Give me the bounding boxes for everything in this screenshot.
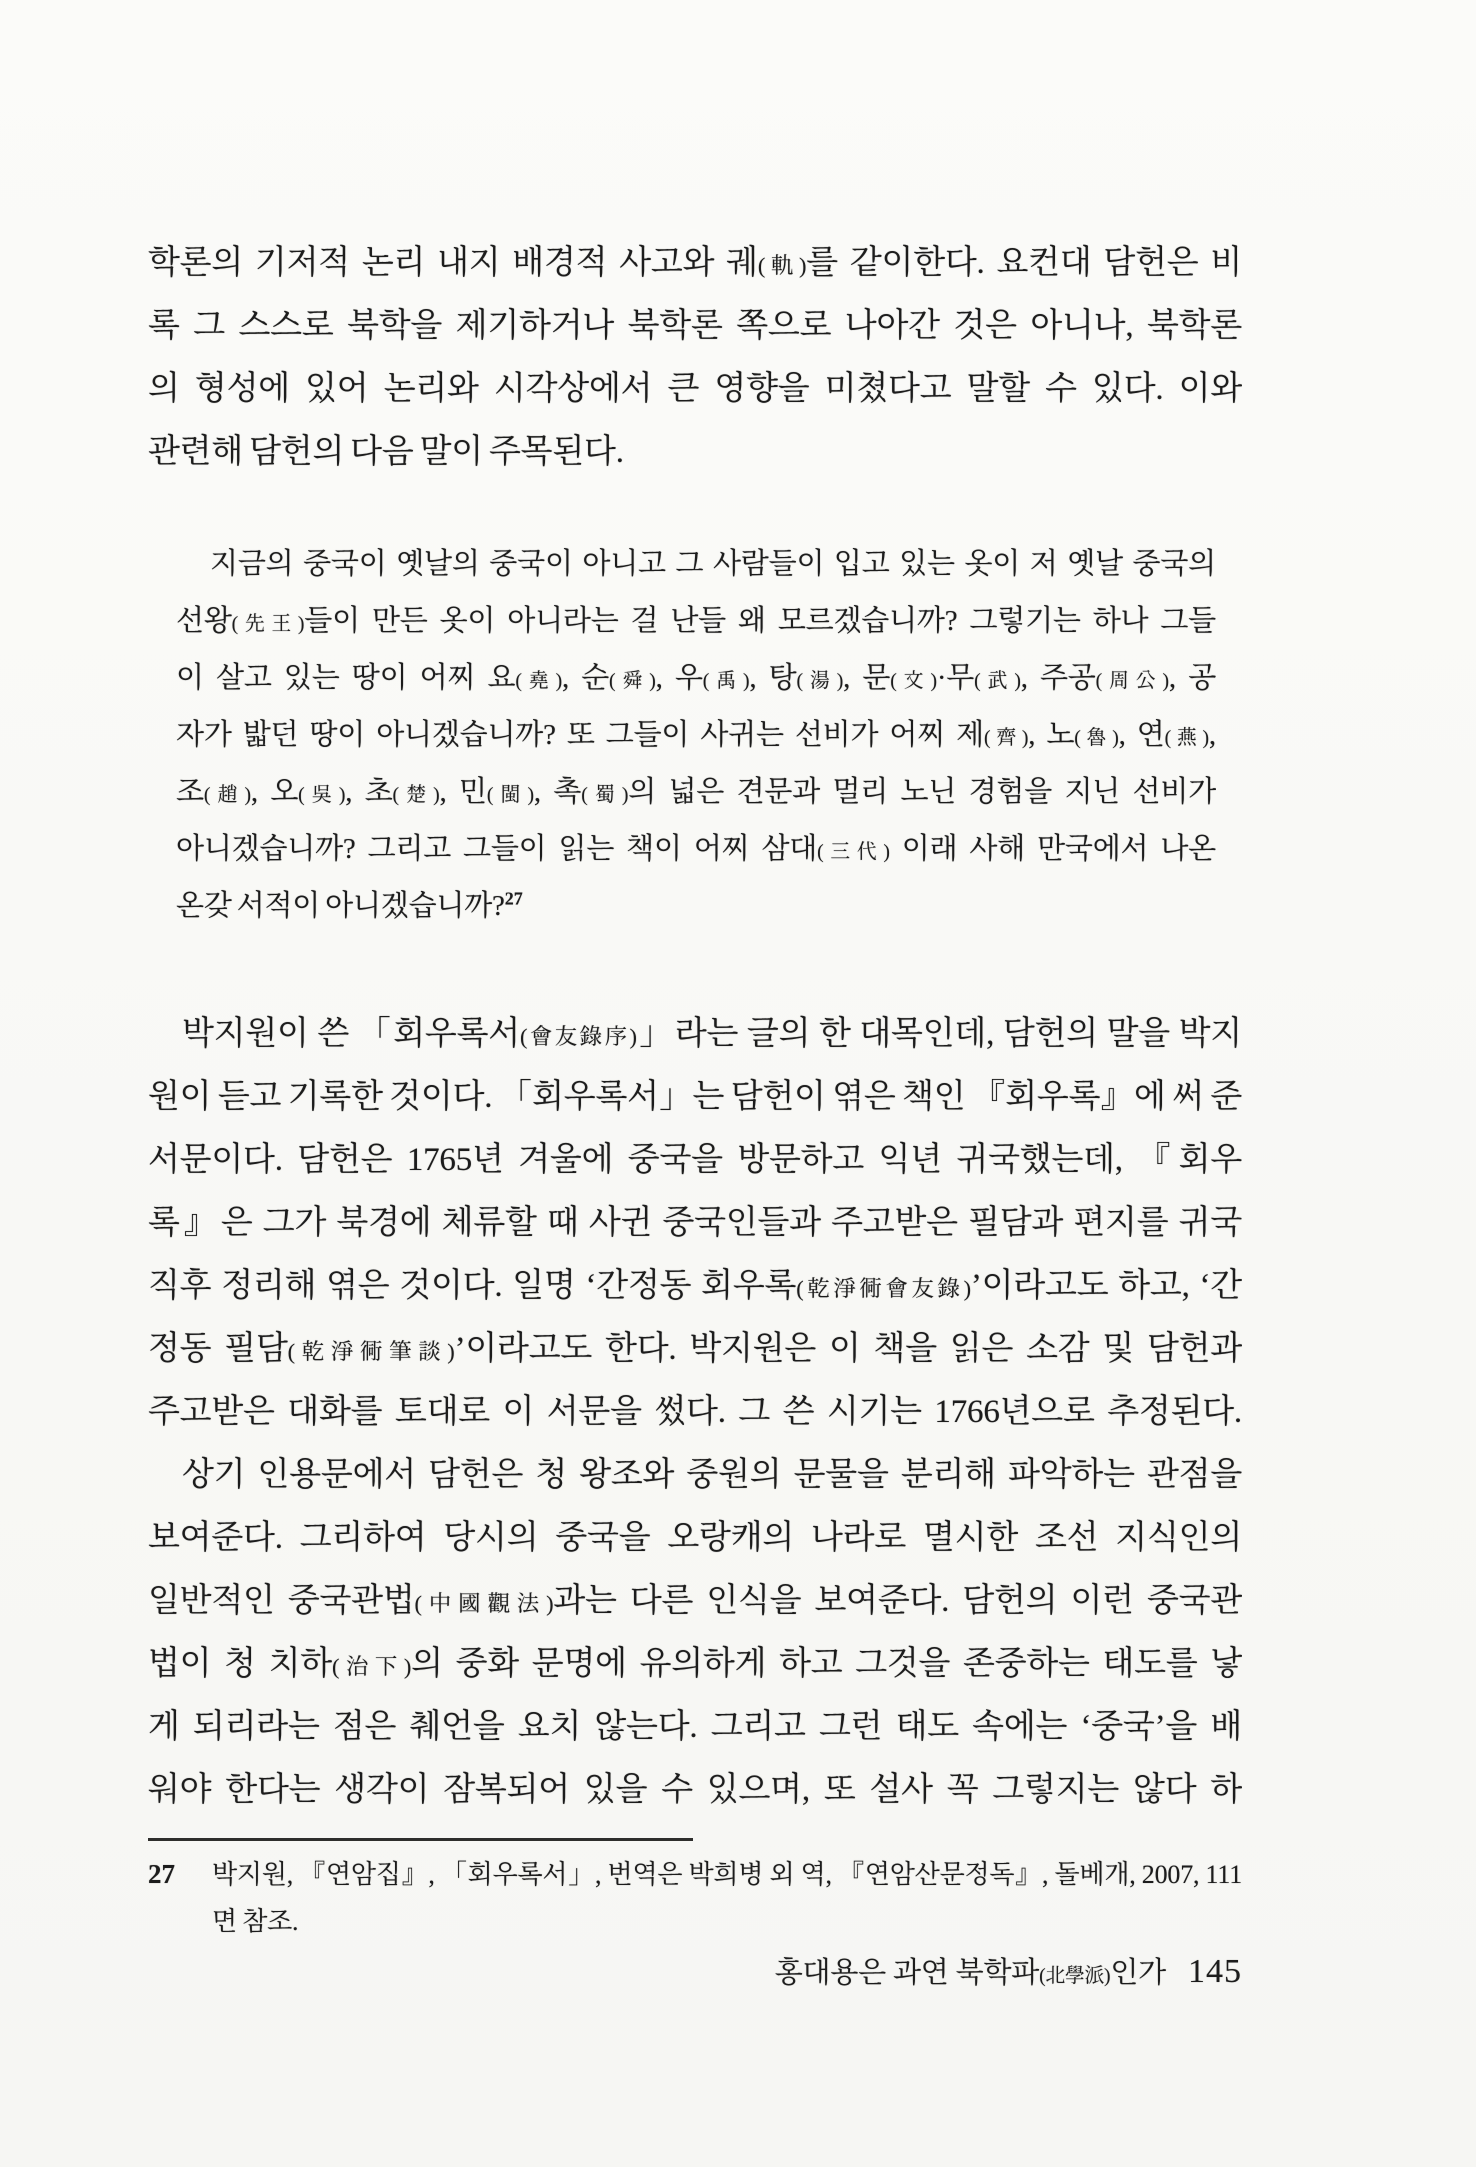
footnote-line: 면 참조. <box>212 1907 299 1936</box>
hanja-gloss: (治下) <box>331 1654 412 1679</box>
hanja-gloss: (北學派) <box>1039 1965 1111 1987</box>
quote-line: 아니겠습니까? 그리고 그들이 읽는 책이 어찌 삼대(三代) 이래 사해 만국에서 나온 <box>176 833 1216 865</box>
hanja-gloss: (周公) <box>1095 670 1169 692</box>
text-line: 관련해 담헌의 다음 말이 주목된다. <box>148 434 624 470</box>
page-footer <box>148 1950 1242 1991</box>
hanja-gloss: (文) <box>890 670 937 692</box>
hanja-gloss: (禹) <box>702 670 750 692</box>
text-line: 직후 정리해 엮은 것이다. 일명 ‘간정동 회우록(乾淨衕會友錄)’이라고도 하고, ‘간 <box>148 1268 1242 1304</box>
hanja-gloss: (楚) <box>392 784 440 806</box>
hanja-gloss: (堯) <box>515 670 562 692</box>
quote-line-text: 온갖 서적이 아니겠습니까? <box>176 890 505 922</box>
hanja-gloss: (吳) <box>298 784 346 806</box>
footnote-separator <box>148 1838 693 1841</box>
text-line: 상기 인용문에서 담헌은 청 왕조와 중원의 문물을 분리해 파악하는 관점을 <box>182 1457 1242 1493</box>
hanja-gloss: (中國觀法) <box>414 1591 554 1616</box>
hanja-gloss: (燕) <box>1164 727 1209 749</box>
text-line: 일반적인 중국관법(中國觀法)과는 다른 인식을 보여준다. 담헌의 이런 중국관 <box>148 1583 1242 1619</box>
text-line: 주고받은 대화를 토대로 이 서문을 썼다. 그 쓴 시기는 1766년으로 추정된다. <box>148 1394 1242 1430</box>
hanja-gloss: (齊) <box>983 727 1029 749</box>
hanja-gloss: (舜) <box>609 670 656 692</box>
page-text-block <box>148 232 1242 1945</box>
text-line: 원이 듣고 기록한 것이다. 「회우록서」는 담헌이 엮은 책인 『회우록』에 써 준 <box>148 1079 1242 1115</box>
page-number: 145 <box>1188 1953 1242 1990</box>
text-line: 워야 한다는 생각이 잠복되어 있을 수 있으며, 또 설사 꼭 그렇지는 않다 하 <box>148 1772 1242 1808</box>
footnote-number: 27 <box>148 1859 175 1889</box>
hanja-gloss: (先王) <box>231 613 305 635</box>
text-line: 정동 필담(乾淨衕筆談)’이라고도 한다. 박지원은 이 책을 읽은 소감 및 담헌과 <box>148 1331 1242 1367</box>
text-line: 게 되리라는 점은 췌언을 요치 않는다. 그리고 그런 태도 속에는 ‘중국’을 배 <box>148 1709 1242 1745</box>
quote-line: 선왕(先王)들이 만든 옷이 아니라는 걸 난들 왜 모르겠습니까? 그렇기는 하나 그들 <box>176 605 1216 637</box>
hanja-gloss: (蜀) <box>581 784 629 806</box>
hanja-gloss: (閩) <box>486 784 534 806</box>
hanja-gloss: (會友錄序) <box>519 1024 637 1049</box>
quote-line: 조(趙), 오(吳), 초(楚), 민(閩), 촉(蜀)의 넓은 견문과 멀리 노닌 경험을 지닌 선비가 <box>176 776 1216 808</box>
footnote-text <box>212 1851 1242 1945</box>
hanja-gloss: (湯) <box>796 670 844 692</box>
hanja-gloss: (趙) <box>203 784 251 806</box>
quote-line: 이 살고 있는 땅이 어찌 요(堯), 순(舜), 우(禹), 탕(湯), 문(文)·무(武), 주공(周公), 공 <box>176 662 1216 694</box>
hanja-gloss: (武) <box>974 670 1021 692</box>
text-line: 의 형성에 있어 논리와 시각상에서 큰 영향을 미쳤다고 말할 수 있다. 이와 <box>148 371 1242 407</box>
hanja-gloss: (乾淨衕筆談) <box>287 1339 455 1364</box>
hanja-gloss: (軌) <box>757 253 807 278</box>
paragraph-intro <box>148 232 1242 484</box>
text-line: 박지원이 쓴 「회우록서(會友錄序)」라는 글의 한 대목인데, 담헌의 말을 박지 <box>182 1016 1242 1052</box>
text-line: 학론의 기저적 논리 내지 배경적 사고와 궤(軌)를 같이한다. 요컨대 담헌은 비 <box>148 245 1242 281</box>
quote-line: 자가 밟던 땅이 아니겠습니까? 또 그들이 사귀는 선비가 어찌 제(齊), 노(魯), 연(燕), <box>176 719 1216 751</box>
paragraph-hoeurok <box>148 1003 1242 1444</box>
footnote-27 <box>148 1851 1242 1945</box>
text-line: 서문이다. 담헌은 1765년 겨울에 중국을 방문하고 익년 귀국했는데, 『회우 <box>148 1142 1242 1178</box>
text-line: 보여준다. 그리하여 당시의 중국을 오랑캐의 나라로 멸시한 조선 지식인의 <box>148 1520 1242 1556</box>
block-quote <box>176 536 1216 935</box>
footnote-line: 박지원, 『연암집』, 「회우록서」, 번역은 박희병 외 역, 『연암산문정독』, 돌베개, 2007, 111 <box>212 1860 1242 1889</box>
text-line: 법이 청 치하(治下)의 중화 문명에 유의하게 하고 그것을 존중하는 태도를 낳 <box>148 1646 1242 1682</box>
text-line: 록』은 그가 북경에 체류할 때 사귄 중국인들과 주고받은 필담과 편지를 귀국 <box>148 1205 1242 1241</box>
hanja-gloss: (乾淨衕會友錄) <box>796 1276 971 1301</box>
hanja-gloss: (三代) <box>817 841 890 863</box>
text-line: 록 그 스스로 북학을 제기하거나 북학론 쪽으로 나아간 것은 아니나, 북학론 <box>148 308 1242 344</box>
hanja-gloss: (魯) <box>1074 727 1119 749</box>
footnote-ref-superscript: 27 <box>504 888 523 909</box>
quote-line <box>176 878 1216 935</box>
paragraph-viewpoint <box>148 1444 1242 1822</box>
quote-line: 지금의 중국이 옛날의 중국이 아니고 그 사람들이 입고 있는 옷이 저 옛날 중국의 <box>210 548 1216 580</box>
running-title: 홍대용은 과연 북학파(北學派)인가 <box>774 1957 1166 1989</box>
